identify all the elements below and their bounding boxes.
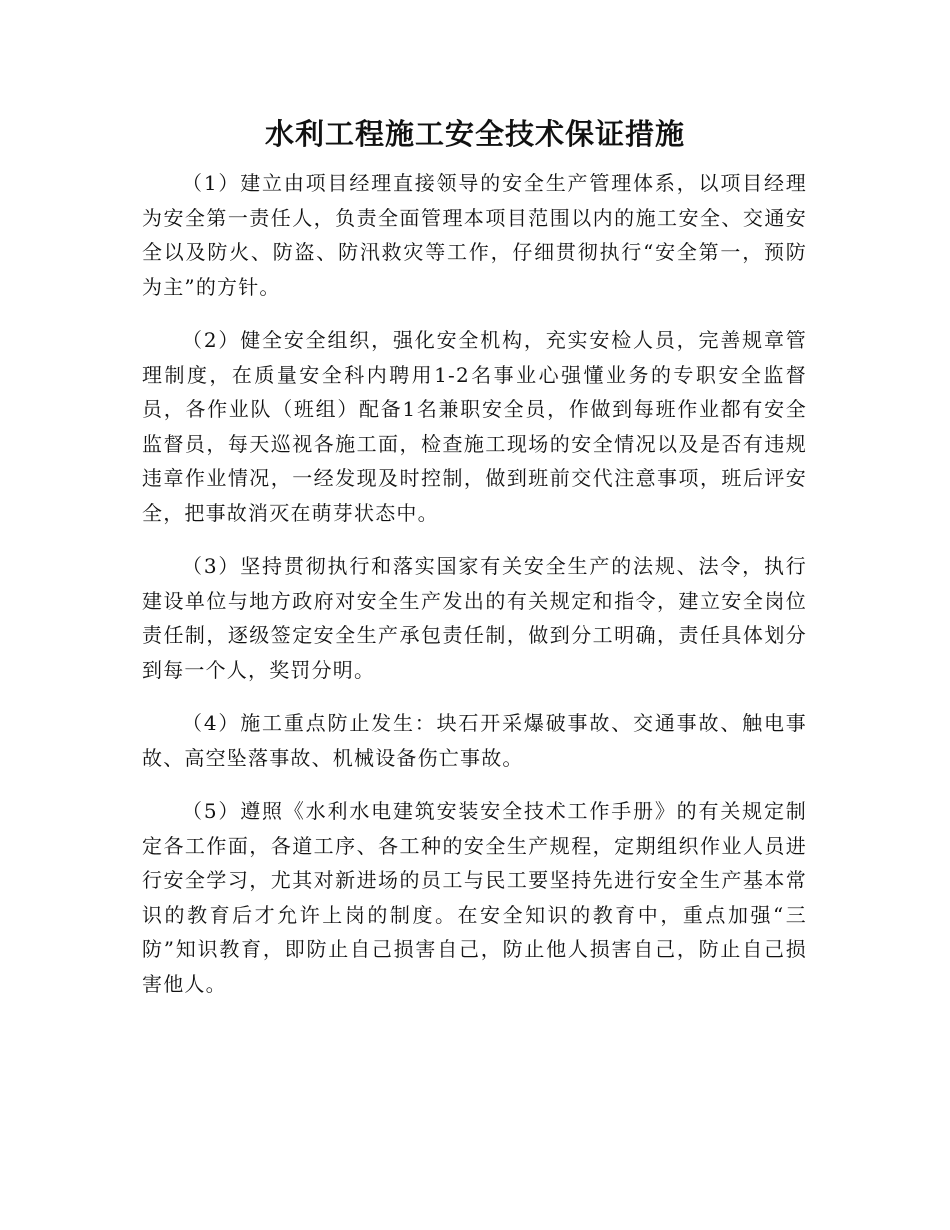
paragraph-2: （2）健全安全组织，强化安全机构，充实安检人员，完善规章管理制度，在质量安全科内聘用1-2名事业心强懂业务的专职安全监督员，各作业队（班组）配备1名兼职安全员，作做到每班作业都有安全监督员，每天巡视各施工面，检查施工现场的安全情况以及是否有违规违章作业情况，一经发现及时控制，做到班前交代注意事项，班后评安全，把事故消灭在萌芽状态中。	[142, 328, 807, 525]
document-title: 水利工程施工安全技术保证措施	[264, 117, 685, 151]
paragraph-5: （5）遵照《水利水电建筑安装安全技术工作手册》的有关规定制定各工作面，各道工序、各工种的安全生产规程，定期组织作业人员进行安全学习，尤其对新进场的员工与民工要坚持先进行安全生产基本常识的教育后才允许上岗的制度。在安全知识的教育中，重点加强“三防”知识教育，即防止自己损害自己，防止他人损害自己，防止自己损害他人。	[142, 799, 807, 996]
paragraph-3: （3）坚持贯彻执行和落实国家有关安全生产的法规、法令，执行建设单位与地方政府对安全生产发出的有关规定和指令，建立安全岗位责任制，逐级签定安全生产承包责任制，做到分工明确，责任具体划分到每一个人，奖罚分明。	[142, 554, 807, 682]
document-body	[142, 166, 807, 1020]
paragraph-1: （1）建立由项目经理直接领导的安全生产管理体系，以项目经理为安全第一责任人，负责全面管理本项目范围以内的施工安全、交通安全以及防火、防盗、防汛救灾等工作，仔细贯彻执行“安全第一，预防为主”的方针。	[142, 171, 807, 299]
paragraph-4: （4）施工重点防止发生：块石开采爆破事故、交通事故、触电事故、高空坠落事故、机械设备伤亡事故。	[142, 711, 807, 770]
